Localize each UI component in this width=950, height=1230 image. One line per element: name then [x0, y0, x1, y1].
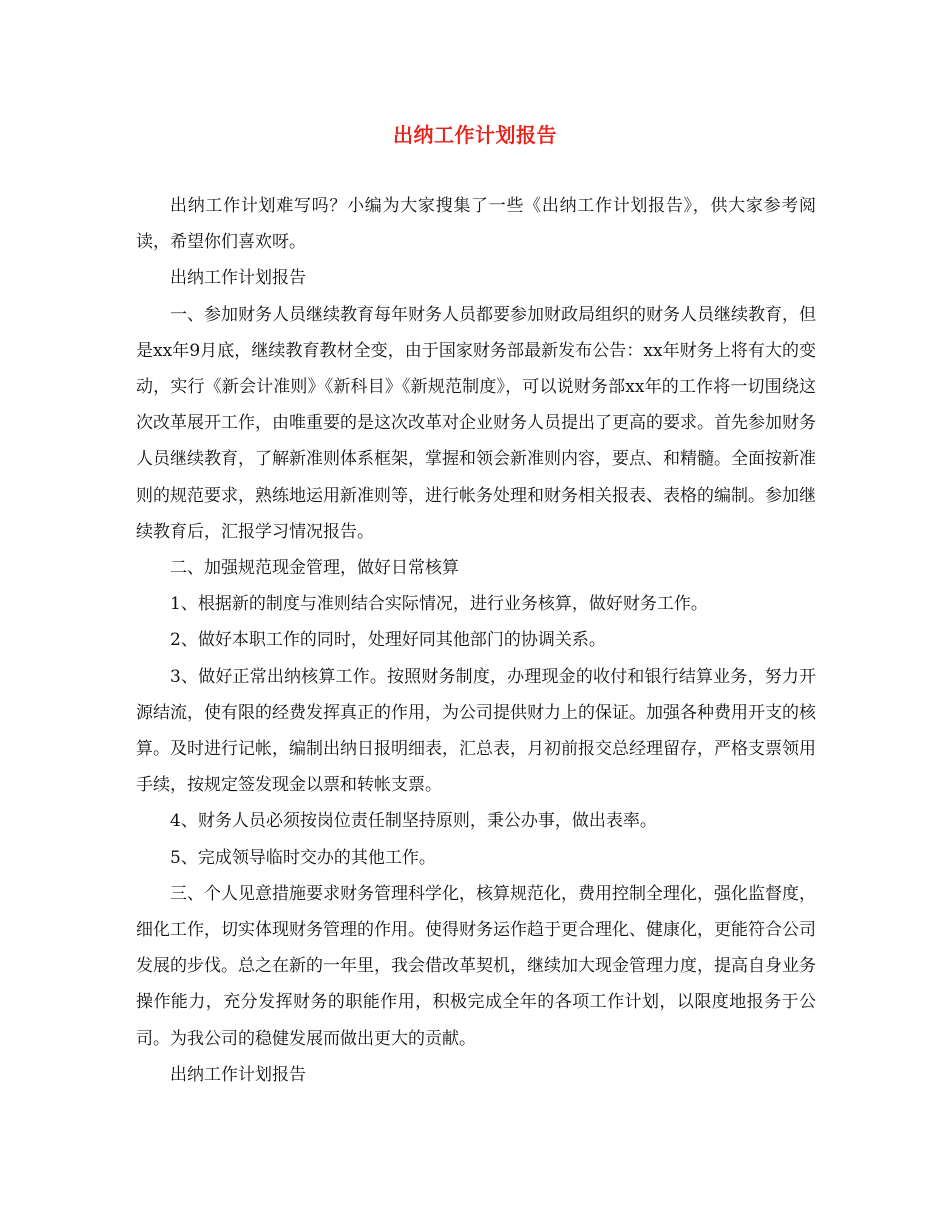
- paragraph-section-3: 三、个人见意措施要求财务管理科学化，核算规范化，费用控制全理化，强化监督度，细化工作，切实体现财务管理的作用。使得财务运作趋于更合理化、健康化，更能符合公司发展的步伐。总之在新的一年里，我会借改革契机，继续加大现金管理力度，提高自身业务操作能力，充分发挥财务的职能作用，积极完成全年的各项工作计划，以限度地报务于公司。为我公司的稳健发展而做出更大的贡献。: [136, 883, 816, 1049]
- paragraph-intro: 出纳工作计划难写吗？小编为大家搜集了一些《出纳工作计划报告》，供大家参考阅读，希望你们喜欢呀。: [136, 196, 816, 253]
- paragraph-section-2-heading: 二、加强规范现金管理，做好日常核算: [170, 558, 459, 579]
- document-title: 出纳工作计划报告: [393, 123, 557, 147]
- paragraph-subtitle: 出纳工作计划报告: [170, 268, 306, 289]
- paragraph-item-4: 4、财务人员必须按岗位责任制坚持原则，秉公办事，做出表率。: [170, 811, 657, 832]
- paragraph-item-5: 5、完成领导临时交办的其他工作。: [170, 847, 436, 868]
- paragraph-item-1: 1、根据新的制度与准则结合实际情况，进行业务核算，做好财务工作。: [170, 594, 708, 615]
- paragraph-item-3: 3、做好正常出纳核算工作。按照财务制度，办理现金的收付和银行结算业务，努力开源结流，使有限的经费发挥真正的作用，为公司提供财力上的保证。加强各种费用开支的核算。及时进行记帐，编制出纳日报明细表，汇总表，月初前报交总经理留存，严格支票领用手续，按规定签发现金以票和转帐支票。: [136, 666, 816, 796]
- document-body: [136, 188, 816, 1093]
- paragraph-closing-subtitle: 出纳工作计划报告: [170, 1064, 306, 1085]
- paragraph-section-1: 一、参加财务人员继续教育每年财务人员都要参加财政局组织的财务人员继续教育，但是xx年9月底，继续教育教材全变，由于国家财务部最新发布公告：xx年财务上将有大的变动，实行《新会计准则》《新科目》《新规范制度》，可以说财务部xx年的工作将一切围绕这次改革展开工作，由唯重要的是这次改革对企业财务人员提出了更高的要求。首先参加财务人员继续教育，了解新准则体系框架，掌握和领会新准则内容，要点、和精髓。全面按新准则的规范要求，熟练地运用新准则等，进行帐务处理和财务相关报表、表格的编制。参加继续教育后，汇报学习情况报告。: [136, 304, 816, 542]
- paragraph-item-2: 2、做好本职工作的同时，处理好同其他部门的协调关系。: [170, 630, 606, 651]
